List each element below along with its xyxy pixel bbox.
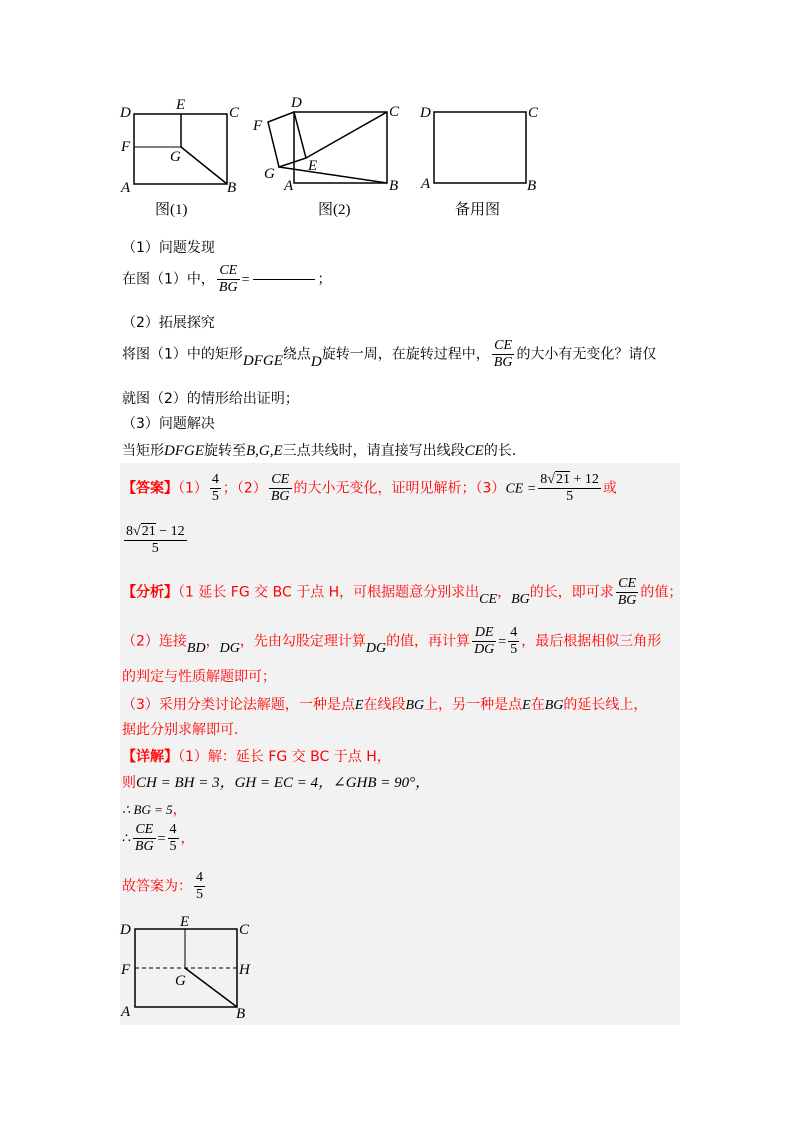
detail-f2-num: 4 xyxy=(168,822,179,839)
analysis-l4v1: E xyxy=(354,698,364,713)
q3-title: （3）问题解决 xyxy=(122,416,215,432)
analysis-l4v3: E xyxy=(522,698,531,713)
fig3-label-a: A xyxy=(421,176,431,192)
analysis-f3-den: 5 xyxy=(510,642,518,658)
fig2-label-d: D xyxy=(291,95,302,111)
fig1-label-c: C xyxy=(229,105,240,121)
q1-prefix: 在图（1）中， xyxy=(122,271,215,288)
analysis-l4v4: BG xyxy=(544,698,564,713)
q1-fraction xyxy=(217,263,240,296)
fig2-label-e: E xyxy=(308,158,318,174)
analysis-frac-3 xyxy=(508,625,519,658)
q2-rect-name: DFGE xyxy=(242,352,283,369)
q3-text-c: 三点共线时，请直接写出线段 xyxy=(282,443,465,459)
analysis-l4e: 的延长线上， xyxy=(563,697,648,713)
answer-f4-den: 5 xyxy=(151,541,159,557)
analysis-l1v2: BG xyxy=(511,591,530,607)
q2-fraction xyxy=(492,338,515,371)
analysis-line-4 xyxy=(122,694,647,714)
answer-line-2 xyxy=(122,524,189,557)
analysis-l4b: 在线段 xyxy=(363,697,406,713)
fig4-label-d: D xyxy=(120,922,131,938)
answer-f1-den: 5 xyxy=(211,489,219,505)
answer-f3-den: 5 xyxy=(566,489,574,505)
answer-s1: ； xyxy=(222,480,237,497)
analysis-l2d: 的值，再计算 xyxy=(386,633,471,650)
answer-f3-tail: + 12 xyxy=(573,472,599,487)
q3-text-b: 旋转至 xyxy=(204,443,246,459)
analysis-l4a: （3）采用分类讨论法解题，一种是点 xyxy=(122,697,355,713)
fig4-label-b: B xyxy=(236,1006,246,1022)
q1-line xyxy=(122,263,332,296)
fig4-label-c: C xyxy=(239,922,250,938)
fig1-line-gb xyxy=(181,147,227,184)
answer-p2: （2） xyxy=(236,480,267,497)
analysis-l2v3: DG xyxy=(365,640,387,656)
analysis-l1d: 的值； xyxy=(640,584,683,601)
analysis-tag: 【分析】 xyxy=(122,584,178,601)
detail-line-1 xyxy=(122,746,391,766)
analysis-line-3: 的判定与性质解题即可； xyxy=(122,669,276,685)
detail-l4-end: ， xyxy=(180,830,195,847)
analysis-f1-den: BG xyxy=(617,593,637,609)
fig2-label-f: F xyxy=(253,118,263,134)
answer-frac-4: $\frac{8√21 - 12}{5}$ xyxy=(126,524,185,557)
fig4-label-e: E xyxy=(180,914,190,930)
q1-eq: = xyxy=(241,272,250,288)
answer-tag: 【答案】 xyxy=(122,480,178,497)
detail-l5: 故答案为： xyxy=(122,878,192,895)
q2-text-a: 将图（1）中的矩形 xyxy=(122,346,243,363)
q3-line xyxy=(122,440,516,460)
analysis-l1c: 的长，即可求 xyxy=(529,584,614,601)
analysis-l1a: （1 延长 FG 交 BC 于点 H，可根据题意分别求出 xyxy=(178,584,480,601)
answer-s2: 的大小无变化，证明见解析； xyxy=(293,480,476,497)
fig4-label-f: F xyxy=(121,962,131,978)
fig3-rectangle-abcd xyxy=(434,112,526,183)
detail-frac-1 xyxy=(133,822,156,855)
answer-f2-den: BG xyxy=(270,489,290,505)
q3-rect-name: DFGE xyxy=(164,443,204,459)
detail-l3-end: ， xyxy=(172,802,187,818)
analysis-l2c: ，先由勾股定理计算 xyxy=(239,633,366,650)
analysis-frac-2 xyxy=(472,625,496,658)
fig1-label-g: G xyxy=(170,149,181,165)
fig2-label-c: C xyxy=(389,104,400,120)
q2-text-b: 绕点 xyxy=(282,346,311,363)
analysis-f3-num: 4 xyxy=(508,625,519,642)
detail-l2a: 则 xyxy=(122,775,136,791)
detail-line-5 xyxy=(122,870,207,903)
fig3-label-b: B xyxy=(527,178,537,194)
answer-f2-num: CE xyxy=(269,472,292,489)
detail-l4-therefore: ∴ xyxy=(122,831,131,847)
fig2-caption: 图(2) xyxy=(318,202,351,218)
fig2-label-a: A xyxy=(284,178,294,194)
analysis-f2-num: DE xyxy=(472,625,496,642)
q1-frac-num: CE xyxy=(217,263,240,280)
analysis-l4v2: BG xyxy=(405,698,425,713)
fig4-label-g: G xyxy=(175,973,186,989)
answer-frac-2 xyxy=(269,472,292,505)
answer-frac-1 xyxy=(210,472,221,505)
fig3-label-d: D xyxy=(420,105,431,121)
answer-p3: （3） xyxy=(475,480,506,497)
q3-text-d: 的长. xyxy=(483,443,517,459)
detail-eq: = xyxy=(157,831,166,847)
analysis-f1-num: CE xyxy=(616,576,639,593)
analysis-l2b: ， xyxy=(205,633,220,650)
analysis-line-1 xyxy=(122,576,682,609)
analysis-line-5: 据此分别求解即可. xyxy=(122,722,239,738)
detail-line-4 xyxy=(122,822,195,855)
fig4-label-h: H xyxy=(239,962,250,978)
fig3-label-c: C xyxy=(528,105,539,121)
q1-end: ； xyxy=(317,271,332,288)
fig1-label-d: D xyxy=(120,105,131,121)
q2-frac-den: BG xyxy=(493,355,513,371)
answer-f4-coef: 8 xyxy=(126,524,133,539)
detail-l3-math: ∴ BG = 5 xyxy=(122,802,173,817)
answer-line-1 xyxy=(122,472,617,505)
fig4-label-a: A xyxy=(121,1004,131,1020)
fig1-label-a: A xyxy=(121,180,131,196)
detail-f2-den: 5 xyxy=(169,839,177,855)
q1-title: （1）问题发现 xyxy=(122,240,215,256)
analysis-f2-den: DG xyxy=(474,642,495,658)
analysis-line-2 xyxy=(122,625,661,658)
fig2-line-gb xyxy=(279,167,387,183)
q2-point-d: D xyxy=(310,353,322,370)
answer-f3-coef: 8 xyxy=(540,472,548,487)
analysis-l1b: ， xyxy=(497,584,512,601)
detail-l2-math: CH = BH = 3，GH = EC = 4，∠GHB = 90°， xyxy=(136,775,431,791)
detail-l1: （1）解：延长 FG 交 BC 于点 H， xyxy=(178,749,391,765)
q3-seg: CE xyxy=(464,443,484,459)
fig1-caption: 图(1) xyxy=(155,202,188,218)
detail-f1-num: CE xyxy=(133,822,156,839)
answer-p1: （1） xyxy=(178,480,208,497)
figure-4 xyxy=(118,910,268,1022)
analysis-frac-1 xyxy=(616,576,639,609)
answer-f3-radicand: 21 xyxy=(555,472,570,487)
q3-points: B,G,E xyxy=(246,443,283,459)
answer-ce: CE = xyxy=(505,481,537,497)
q2-text-d: 的大小有无变化？请仅 xyxy=(516,346,657,363)
detail-f3-num: 4 xyxy=(194,870,205,887)
analysis-f2-eq: = xyxy=(498,634,507,650)
detail-frac-2 xyxy=(168,822,179,855)
fig1-label-f: F xyxy=(121,139,131,155)
figure-3 xyxy=(418,95,548,200)
detail-f1-den: BG xyxy=(134,839,154,855)
fig2-label-b: B xyxy=(389,178,399,194)
fig2-rectangle-dfge xyxy=(268,112,306,167)
q2-text-c: 旋转一周，在旋转过程中， xyxy=(321,346,490,363)
answer-f4-tail: − 12 xyxy=(159,524,185,539)
q2-frac-num: CE xyxy=(492,338,515,355)
q2-title: （2）拓展探究 xyxy=(122,315,215,331)
q2-line-2: 就图（2）的情形给出证明； xyxy=(122,391,299,407)
analysis-l4c: 上，另一种是点 xyxy=(424,697,523,713)
detail-f3-den: 5 xyxy=(196,887,203,903)
answer-f1-num: 4 xyxy=(210,472,221,489)
answer-or: 或 xyxy=(602,480,617,497)
fig4-line-gb xyxy=(185,968,237,1007)
fig2-label-g: G xyxy=(264,166,275,182)
q1-answer-blank xyxy=(253,279,315,280)
detail-tag: 【详解】 xyxy=(122,749,178,765)
analysis-l2v1: BD xyxy=(186,640,206,656)
fig2-line-ec xyxy=(306,112,387,158)
analysis-l2a: （2）连接 xyxy=(122,633,187,650)
analysis-l4d: 在 xyxy=(530,697,545,713)
answer-frac-3: $\frac{8√21 + 12}{5}$ xyxy=(540,472,599,505)
detail-line-3 xyxy=(122,799,187,819)
fig1-label-b: B xyxy=(227,180,237,196)
fig1-label-e: E xyxy=(176,97,186,113)
analysis-l2v2: DG xyxy=(219,640,240,656)
q1-frac-den: BG xyxy=(218,280,238,296)
answer-f4-radicand: 21 xyxy=(141,524,156,539)
q3-text-a: 当矩形 xyxy=(122,443,164,459)
analysis-l2e: ，最后根据相似三角形 xyxy=(521,633,662,650)
detail-frac-3 xyxy=(194,870,205,903)
detail-line-2 xyxy=(122,771,430,792)
fig3-caption: 备用图 xyxy=(455,202,501,218)
q2-line-1 xyxy=(122,338,656,371)
analysis-l1v1: CE xyxy=(479,591,498,607)
